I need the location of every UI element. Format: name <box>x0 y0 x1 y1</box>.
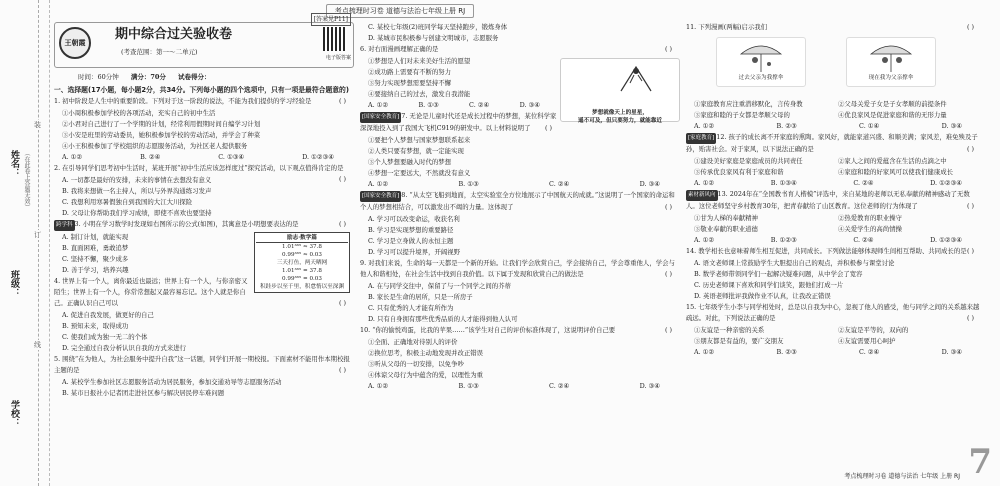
statement-item: ②父母关爱子女是子女孝顺的前提条件 <box>838 100 947 108</box>
choice-option: B. ①③ <box>458 382 479 390</box>
choice-option: C. ②④ <box>853 236 874 244</box>
choice-option: B. ①③ <box>458 180 479 188</box>
option-line: D. 完全通过自我分析认识自我的方式来进行 <box>62 344 186 352</box>
answer-paren: ( ) <box>338 220 346 228</box>
choice-row <box>54 152 354 163</box>
option-line: C. 某校七年级(2)班同学每天坚持跑步，锻炼身体 <box>368 23 508 31</box>
choice-option: D. ①②③④ <box>930 179 962 187</box>
question-text: 7. 无论是儿童时代还是成长过程中的梦想，某位科学家深深地投入到了我国大飞机C919的研发中。以上材料说明了 <box>360 112 557 132</box>
question-stem <box>54 354 354 376</box>
option-line: ③个人梦想要融入时代的梦想 <box>368 158 452 166</box>
formula-line: 1.01³⁶⁵ ≈ 37.8 <box>282 244 322 250</box>
statement-item: ①甘为人梯的奉献精神 <box>694 214 758 222</box>
question-stem <box>686 302 982 324</box>
answer-paren: ( ) <box>338 299 346 307</box>
choice-row <box>360 100 560 111</box>
question-text: 8. “从太空飞船到地面，太空实验室全方位地展示了中国航天的成就。”这说明了一个国家的命运和个人的梦想相结合，可以激发出不竭的力量。这体现了 <box>360 191 675 211</box>
choice-option: A. ①② <box>368 180 389 188</box>
choice-row <box>360 381 680 392</box>
answer-paren: ( ) <box>664 203 672 211</box>
question-text: 12. 孩子的成长离不开家庭的熏陶。家风好，就能家道兴盛、和顺美满；家风差，难免殃及子孙，贻害社会。对于家风，以下说法正确的是 <box>686 133 978 153</box>
question-text: 6. 对右面漫画理解正确的是 <box>360 45 439 53</box>
answer-paren: ( ) <box>664 326 672 334</box>
choice-option: C. ①④ <box>859 122 880 130</box>
question-tag: 跨学科 <box>54 220 75 231</box>
choice-option: C. ②④ <box>859 348 880 356</box>
choice-option: B. ①②③ <box>770 236 797 244</box>
option-line: ②换位思考，积极主动地发现并改正错误 <box>368 349 484 357</box>
option-line: B. 我将来想做一名主持人，所以与外界沟通练习发声 <box>62 187 212 195</box>
choice-option: B. ①③④ <box>770 179 797 187</box>
choice-option: A. ①② <box>694 236 715 244</box>
exam-score-label: 试卷得分： <box>177 73 211 81</box>
question-text: 1. 初中阶段是人生中的重要阶段。下列对于这一阶段的说法，不能为我们提供的学习经验是 <box>54 97 312 105</box>
option-line: ④小王积极参加了学校组织的志愿服务活动，为社区老人提供服务 <box>62 142 248 150</box>
statement-grid <box>686 156 982 178</box>
choice-option: C. ①③④ <box>218 153 245 161</box>
cut-char: 线 <box>34 341 41 349</box>
answer-paren: ( ) <box>664 270 672 278</box>
footer-text: 考点梳理时习卷 道德与法治 七年级 上册 RJ <box>844 473 960 480</box>
column-1-questions <box>54 85 354 399</box>
exam-scope: (考查范围：第一～二单元) <box>121 48 198 56</box>
question-text: 15. 七年级学生小李与同学相处时，总是以自我为中心，忽视了他人的感受，他与同学之间的关系越来越疏远。对此，下列说法正确的是 <box>686 303 980 322</box>
option-line: ①梦想是人们对未来美好生活的愿望 <box>368 57 471 65</box>
option-line: ③听从父母的一切安排，以免争吵 <box>368 360 464 368</box>
qr-label: 电子版答案 <box>325 55 351 61</box>
exam-title: 期中综合过关验收卷 <box>115 27 233 42</box>
choice-option: C. ②④ <box>549 382 570 390</box>
question-text: 10. “你的愉悦鸡蛋，比我的苹果……”该学生对自己的评价标准体现了，这说明评价自己要 <box>360 326 616 334</box>
comic-caption: 梦想就像天上的星星， <box>592 110 648 116</box>
option-line: B. 家长是生命的居所，只是一所房子 <box>368 293 473 301</box>
question-tag: [家庭教育] <box>686 133 716 144</box>
side-margin <box>0 0 50 486</box>
choice-option: D. ③④ <box>941 122 962 130</box>
choice-option: A. ①② <box>368 382 389 390</box>
question-stem <box>686 22 982 33</box>
cut-line <box>34 0 41 486</box>
option-line: A. 制订计划，就能实现 <box>62 233 129 241</box>
statement-item: ①友谊是一种亲密的关系 <box>694 326 765 334</box>
option-line: D. 只有自身拥有那些优秀品质的人才能得到他人认可 <box>368 315 518 323</box>
answer-paren: ( ) <box>338 175 346 183</box>
question-text: 11. 下列漫画(两幅)启示我们 <box>686 23 768 31</box>
comic-caption-2: 遥不可及，但只要努力，就能靠近 <box>578 118 662 124</box>
choice-row <box>686 347 982 358</box>
choice-option: D. ③④ <box>941 348 962 356</box>
option-line: ③小安是班里的劳动委员，她积极参加学校的劳动活动，并学会了种菜 <box>62 131 261 139</box>
exam-full-score: 满分：70分 <box>130 73 166 81</box>
option-line: C. 我想利用寒暑假独自到我国的大江大川探险 <box>62 198 193 206</box>
choice-option: D. ③④ <box>639 180 660 188</box>
formula-line: 励志·数学篇 <box>256 234 348 243</box>
answer-paren: ( ) <box>338 366 346 374</box>
option-line: B. 预知未来，取得成功 <box>62 322 129 330</box>
option-line: D. 英语老师批评我做作业不认真，让我改正错误 <box>694 292 831 300</box>
choice-row <box>686 235 982 246</box>
choice-option: A. ①② <box>62 153 83 161</box>
cut-char: 装 <box>34 121 41 129</box>
question-tag: [国家安全教育] <box>360 191 401 202</box>
option-line: B. 直面困难，勇敢追梦 <box>62 244 129 252</box>
statement-item: ②热爱教育的职业操守 <box>838 214 902 222</box>
answer-paren: ( ) <box>544 124 552 132</box>
formula-line: 0.99³⁶⁵ = 0.03 <box>282 276 322 282</box>
formula-line: 0.99³⁶⁵ ≈ 0.03 <box>282 252 322 258</box>
formula-line: 积跬步以至千里，积怠惰以至深渊 <box>260 284 344 290</box>
answer-paren: ( ) <box>966 202 974 210</box>
statement-item: ①家庭教育应注重潜移默化，言传身教 <box>694 100 803 108</box>
question-stem <box>686 246 982 257</box>
option-line: D. 某城市民积极参与创建文明城市，志愿服务 <box>368 34 499 42</box>
comic-panel-right <box>846 37 936 87</box>
choice-row <box>686 121 982 132</box>
question-stem <box>360 44 680 55</box>
option-line: A. 某校学生参加社区志愿服务活动为居民服务，参加交通劝导等志愿服务活动 <box>62 378 282 386</box>
column-1 <box>54 16 354 462</box>
option-line: ②成功路上需要有不断的努力 <box>368 68 452 76</box>
statement-item: ④关爱学生的高尚情操 <box>838 225 902 233</box>
option-line: ①要把个人梦想与国家梦想联系起来 <box>368 136 471 144</box>
question-stem <box>54 219 354 231</box>
statement-item: ④友谊需要用心呵护 <box>838 337 896 345</box>
option-line: C. 学习是立身做人的永恒主题 <box>368 237 454 245</box>
option-line: ①全面、正确地对待别人的评价 <box>368 338 458 346</box>
column-3 <box>686 22 982 462</box>
option-line: D. 学习可以提升境界，开阔视野 <box>368 248 461 256</box>
choice-option: B. ①③ <box>418 101 439 109</box>
option-line: A. 在与同学交往中，保留了与一个同学之间的芥蒂 <box>368 282 511 290</box>
question-text: 9. 对我们来说，生命的每一天都是一个新的开始。让我们学会欣赏自己，学会接纳自己，学会尊重他人，学会与他人和谐相处，在社会生活中找到自我价值。以下属于发现和欣赏自己的做法是 <box>360 259 675 278</box>
column-2-questions <box>360 22 680 392</box>
statement-item: ③朋友都是有益的，要广交朋友 <box>694 337 784 345</box>
answer-paren: ( ) <box>338 97 346 105</box>
question-text: 14. 教学相长也意味着师生相互促进，共同成长。下列做法能够体现师生间相互帮助、共同成长的是 <box>686 247 967 255</box>
statement-grid <box>686 213 982 235</box>
choice-option: B. ②④ <box>140 153 161 161</box>
choice-option: B. ②③ <box>776 122 797 130</box>
question-text: 3. 小明在学习数学时发现如右图所示的公式(如图)，其寓意是小明想要表达的是 <box>74 220 299 228</box>
choice-option: C. ②④ <box>853 179 874 187</box>
column-3-questions <box>686 22 982 358</box>
name-label: 姓名： <box>9 150 19 177</box>
school-label: 学校： <box>9 400 19 427</box>
comic-illustration <box>560 58 680 122</box>
page-number: 7 <box>968 442 992 482</box>
statement-item: ④优良家风是促进家庭和谐的无形力量 <box>838 111 947 119</box>
statement-grid <box>686 99 982 121</box>
column-2 <box>360 22 680 462</box>
option-line: ①小周积极参加学校的各项活动，充实自己的初中生活 <box>62 109 216 117</box>
exam-meta <box>78 72 354 83</box>
option-line: A. 学习可以改变命运，收获名利 <box>368 215 460 223</box>
option-line: C. 历史老师课下喜欢和同学们谈笑，跟他们打成一片 <box>694 281 844 289</box>
choice-option: D. ①②③④ <box>302 153 334 161</box>
brand-logo: 王朝霞 <box>59 27 91 59</box>
option-line: ④梦想一定要远大，不然就没有意义 <box>368 169 471 177</box>
title-box <box>54 16 354 68</box>
answer-tag: [答案见P11] <box>311 13 351 26</box>
choice-option: D. ①②③④ <box>930 236 962 244</box>
choice-row <box>360 179 680 190</box>
option-line: ②小君对自己进行了一个学期的计划，经常利用假期时间自编学习计划 <box>62 120 261 128</box>
question-stem <box>360 325 680 336</box>
question-stem <box>54 96 354 107</box>
exam-time: 时间：60分钟 <box>78 73 119 81</box>
cut-char: 订 <box>34 231 41 239</box>
option-line: C. 坚持不懈，聚少成多 <box>62 255 129 263</box>
answer-paren: ( ) <box>966 145 974 153</box>
option-line: B. 学习是实现梦想的重要路径 <box>368 226 454 234</box>
choice-option: C. ②④ <box>469 101 490 109</box>
statement-item: ②友谊是平等的，双向的 <box>838 326 909 334</box>
question-stem <box>686 132 982 155</box>
option-line: ④体谅父母行为中蕴含的爱，以理性为重 <box>368 371 484 379</box>
option-line: ④要接纳自己的过去，激发自我潜能 <box>368 90 471 98</box>
answer-paren: ( ) <box>966 314 974 322</box>
option-line: D. 父母让你帮助我们学习成绩，即使不喜欢也要坚持 <box>62 209 212 217</box>
option-line: A. 促进自我发展，做更好的自己 <box>62 311 154 319</box>
answer-paren: ( ) <box>966 23 974 31</box>
question-text: 4. 世界上有一个人，离你最近也最远；世界上有一个人，与你亲密又陌生；世界上有一个人，你常常想起又最容易忘记。这个人就是你自己。正确认识自己可以 <box>54 277 248 307</box>
class-label: 班级： <box>9 270 19 297</box>
comic-pair <box>686 35 982 97</box>
choice-option: A. ①② <box>694 179 715 187</box>
question-tag: [国家安全教育] <box>360 112 401 123</box>
statement-item: ③家庭和睦的子女都是孝顺父母的 <box>694 111 790 119</box>
statement-item: ②家人之间的爱蕴含在生活的点滴之中 <box>838 157 947 165</box>
option-line: B. 某市日报社小记者团走进社区参与解决居民停车难问题 <box>62 389 225 397</box>
climber-figure-icon <box>616 63 656 93</box>
option-line: D. 善于学习，培养兴趣 <box>62 266 129 274</box>
statement-item: ③传承优良家风有利于家庭和谐 <box>694 168 784 176</box>
choice-option: C. ②④ <box>549 180 570 188</box>
umbrella-son-icon <box>847 38 935 76</box>
question-tag: 素材新风向 <box>686 190 718 201</box>
statement-item: ④家庭和睦的好家风可以使我们健康成长 <box>838 168 954 176</box>
section-heading: 一、选择题(17小题，每小题2分，共34分。下列每小题的四个选项中，只有一项是最符合题意的) <box>54 86 349 94</box>
answer-note: （在此卷上答题无效） <box>23 150 30 210</box>
top-banner <box>100 4 700 18</box>
umbrella-father-icon <box>717 38 805 76</box>
option-line: B. 数学老师带领同学们一起解决疑难问题，从中学会了宽容 <box>694 270 863 278</box>
formula-line: 三天打鱼，两天晒网 <box>276 260 328 266</box>
question-stem <box>686 189 982 212</box>
question-text: 13. 2024年在“全国教书育人楷模”评选中，来自某地的老师以无私奉献的精神感动了无数人。这位老师坚守乡村教育30年，把青春献给了山区教育。这位老师的行为体现了 <box>686 190 970 210</box>
option-line: C. 只有优秀的人才能有所作为 <box>368 304 454 312</box>
comic-panel-left <box>716 37 806 87</box>
choice-row <box>686 178 982 189</box>
statement-grid <box>686 325 982 347</box>
statement-item: ③敬业奉献的职业道德 <box>694 225 758 233</box>
choice-option: D. ③④ <box>519 101 540 109</box>
answer-paren: ( ) <box>966 247 974 255</box>
question-text: 2. 在引导同学们思考初中生活时，某班开展“初中生活应该怎样度过”探究活动，以下观点值得肯定的是 <box>54 164 344 172</box>
option-line: C. 使我们成为独一无二的个体 <box>62 333 148 341</box>
comic-panel-caption: 过去父亲为我撑伞 <box>738 75 784 81</box>
qr-code-icon[interactable] <box>323 27 347 51</box>
top-banner-label: 考点梳理时习卷 道德与法治七年级上册 RJ <box>326 4 474 18</box>
statement-item: ①建设美好家庭是家庭成员的共同责任 <box>694 157 803 165</box>
option-line: ②人类只要有梦想，就一定能实现 <box>368 147 464 155</box>
option-line: A. 一切都是最好的安排，未来的事情在去想没有意义 <box>62 176 212 184</box>
choice-option: A. ①② <box>368 101 389 109</box>
choice-option: A. ①② <box>694 122 715 130</box>
question-text: 5. 围绕“在为他人，为社会服务中提升自我”这一话题，同学们开展一期校报。下面素材不能用作本期校报主题的是 <box>54 355 350 374</box>
choice-option: A. ①② <box>694 348 715 356</box>
answer-paren: ( ) <box>664 45 672 53</box>
option-line: A. 语文老师课上常鼓励学生大胆提出自己的观点，并积极参与课堂讨论 <box>694 259 895 267</box>
question-stem <box>360 190 680 213</box>
question-stem <box>360 258 680 280</box>
choice-option: D. ③④ <box>639 382 660 390</box>
comic-panel-caption: 现在我为父亲撑伞 <box>868 75 914 81</box>
math-formula-box <box>254 232 350 293</box>
formula-line: 1.01³⁶⁵ = 37.8 <box>282 268 322 274</box>
choice-option: B. ②③ <box>776 348 797 356</box>
option-line: ③努力实现梦想需要坚持不懈 <box>368 79 452 87</box>
